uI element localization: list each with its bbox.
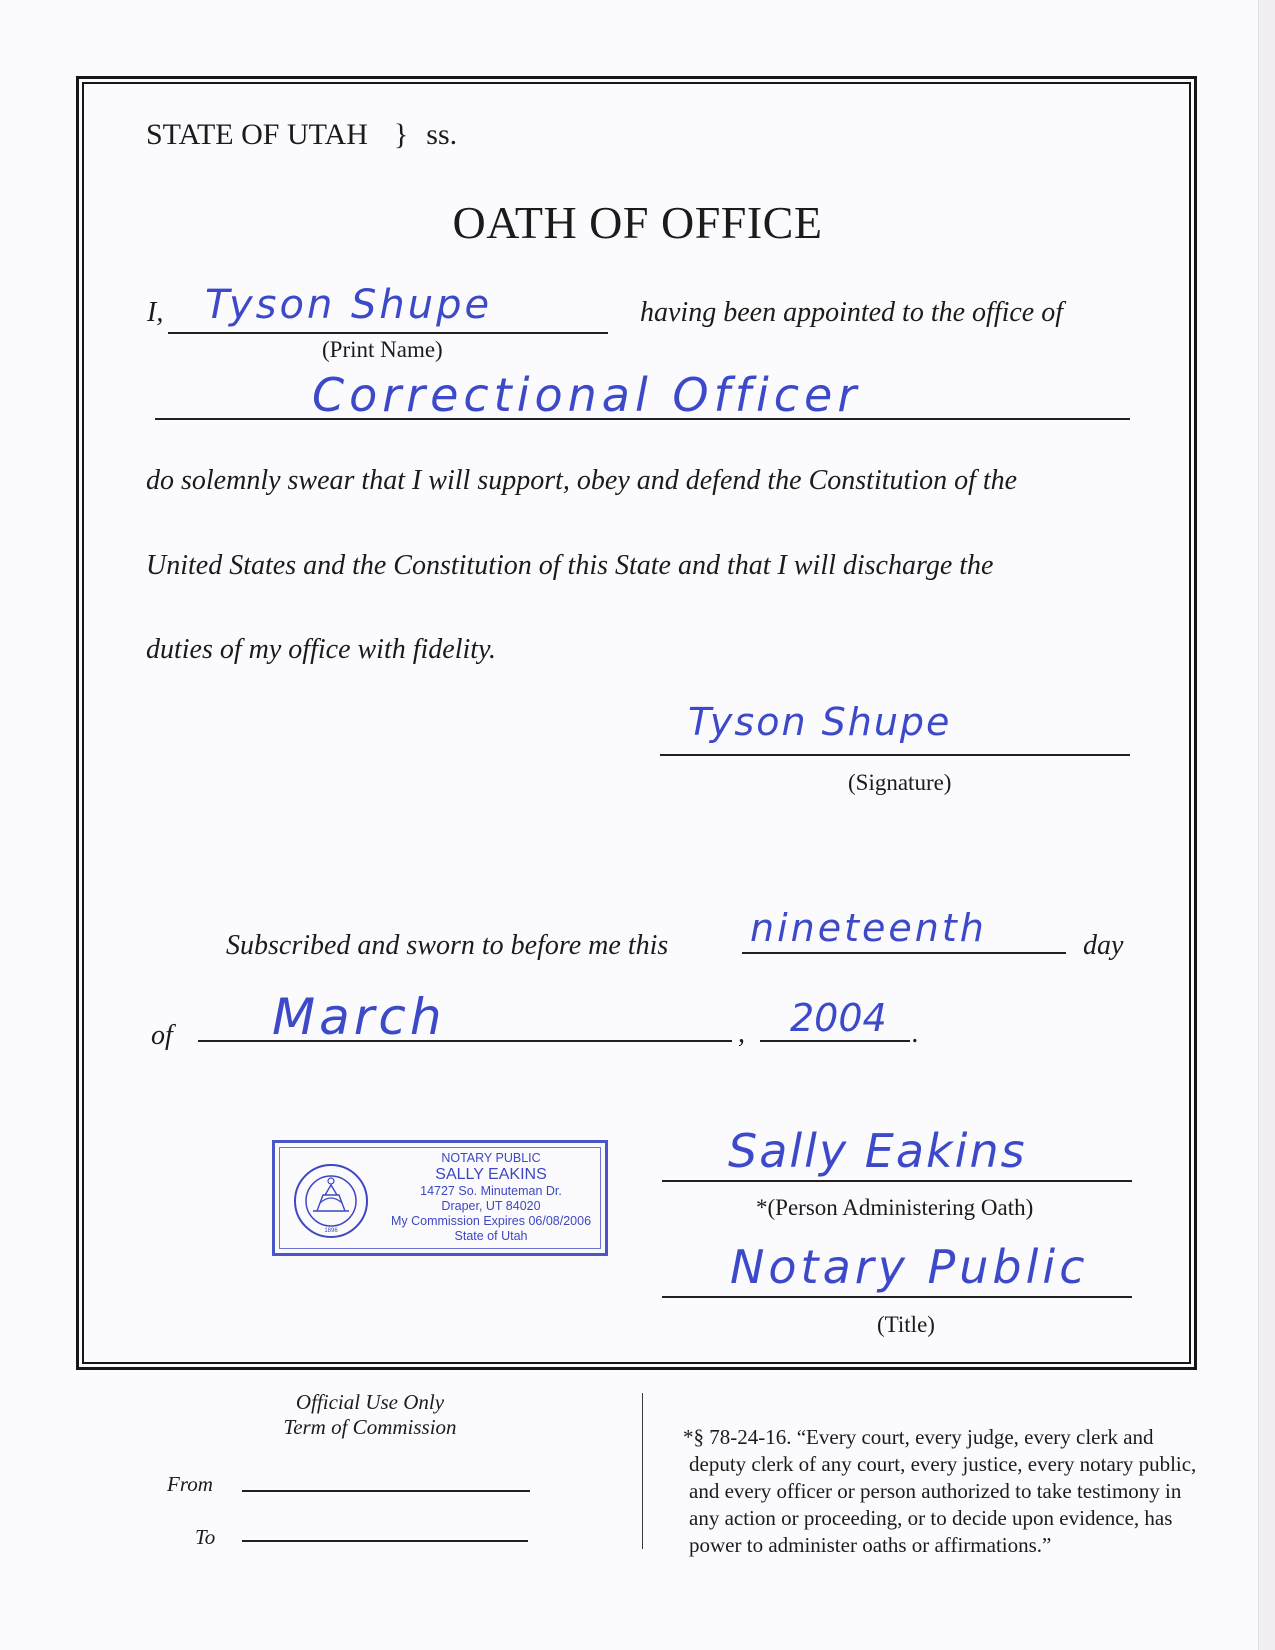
period: . — [912, 1018, 919, 1049]
year-line — [760, 1040, 910, 1042]
term-of-commission-label: Term of Commission — [283, 1415, 457, 1439]
title-handwriting: Notary Public — [730, 1240, 1089, 1294]
from-line — [242, 1490, 530, 1492]
sworn-text: Subscribed and sworn to before me this — [226, 930, 669, 961]
month-handwriting: March — [272, 988, 446, 1046]
stamp-commission: My Commission Expires 06/08/2006 — [390, 1214, 592, 1228]
notary-stamp — [272, 1140, 608, 1256]
title-caption: (Title) — [877, 1312, 935, 1337]
footnote-line: *§ 78-24-16. “Every court, every judge, every clerk and — [683, 1425, 1154, 1449]
stamp-address-2: Draper, UT 84020 — [441, 1199, 541, 1213]
title-line — [662, 1296, 1132, 1298]
footnote-line: any action or proceeding, or to decide upon evidence, has — [689, 1506, 1173, 1530]
oath-body-line-3: duties of my office with fidelity. — [146, 634, 496, 665]
i-label: I, — [147, 297, 164, 328]
brace: } — [393, 118, 409, 151]
stamp-text-block — [380, 1151, 602, 1244]
print-name-handwriting: Tyson Shupe — [205, 282, 493, 328]
footnote-line: and every officer or person authorized to take testimony in — [689, 1479, 1182, 1503]
stamp-notary-label: NOTARY PUBLIC — [441, 1151, 541, 1165]
administrator-signature-handwriting: Sally Eakins — [728, 1124, 1027, 1178]
state-label: STATE OF UTAH — [146, 118, 368, 151]
stamp-state: State of Utah — [454, 1229, 528, 1243]
stamp-name: SALLY EAKINS — [435, 1166, 547, 1183]
footnote-line: power to administer oaths or affirmations.” — [689, 1533, 1052, 1557]
appointed-text: having been appointed to the office of — [640, 297, 1064, 328]
signature-handwriting: Tyson Shupe — [688, 700, 952, 744]
state-heading — [146, 118, 457, 152]
comma: , — [738, 1018, 745, 1049]
day-line — [742, 952, 1066, 954]
ss-label: ss. — [426, 118, 458, 151]
official-use-label: Official Use Only — [295, 1390, 445, 1414]
seal-year: 1896 — [324, 1228, 338, 1234]
footnote-line: deputy clerk of any court, every justice, every notary public, — [689, 1452, 1197, 1476]
footer-divider — [642, 1393, 643, 1549]
to-label: To — [195, 1525, 216, 1549]
utah-seal-icon — [293, 1163, 369, 1239]
print-name-caption: (Print Name) — [322, 337, 443, 362]
oath-body-line-1: do solemnly swear that I will support, obey and defend the Constitution of the — [146, 465, 1018, 496]
signature-caption: (Signature) — [848, 770, 952, 795]
administrator-signature-line — [662, 1180, 1132, 1182]
of-label: of — [151, 1020, 173, 1051]
page-title: OATH OF OFFICE — [452, 197, 823, 248]
year-handwriting: 2004 — [790, 996, 887, 1040]
footnote — [683, 1424, 1196, 1559]
to-line — [242, 1540, 528, 1542]
day-handwriting: nineteenth — [750, 906, 987, 950]
stamp-address-1: 14727 So. Minuteman Dr. — [420, 1184, 562, 1198]
print-name-line — [168, 332, 608, 334]
day-label: day — [1083, 930, 1124, 961]
office-handwriting: Correctional Officer — [312, 368, 862, 422]
oath-body-line-2: United States and the Constitution of this State and that I will discharge the — [146, 550, 994, 581]
from-label: From — [167, 1472, 213, 1496]
administrator-caption: *(Person Administering Oath) — [756, 1195, 1034, 1220]
signature-line — [660, 754, 1130, 756]
